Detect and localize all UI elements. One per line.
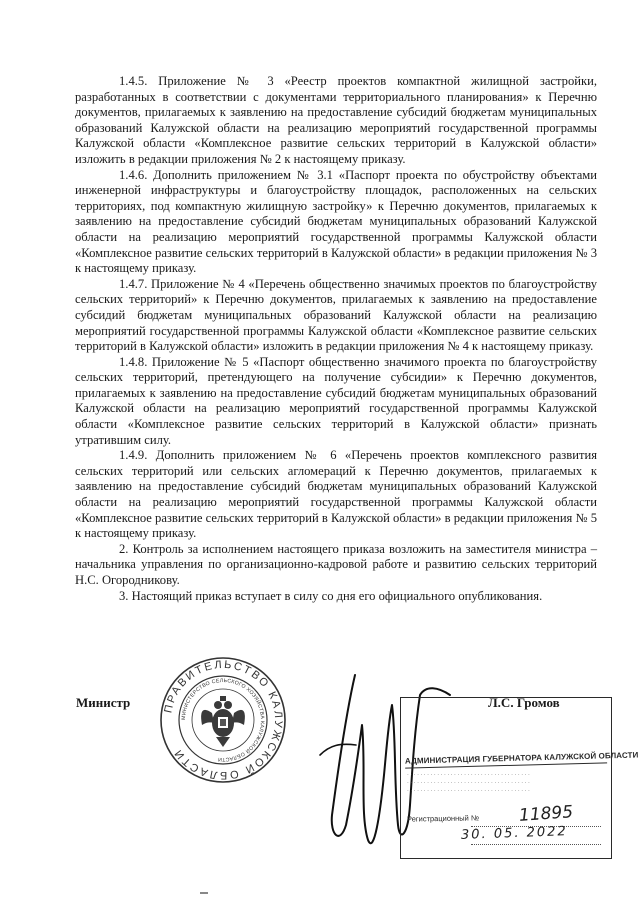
stamp-header: АДМИНИСТРАЦИЯ ГУБЕРНАТОРА КАЛУЖСКОЙ ОБЛАСТИ (405, 751, 607, 768)
paragraph-1-4-5: 1.4.5. Приложение № 3 «Реестр проектов компактной жилищной застройки, разработанных в соответствии с документами территориального планирования» к Перечню документов, прилагаемых к заявлению на предоставление субсидий бюджетам муниципальных образований Калужской области на реализацию мероприятий государственной программы Калужской области «Комплексное развитие сельских территорий в Калужской области» изложить в редакции приложения № 2 к настоящему приказу. (75, 74, 597, 166)
paragraph-1-4-8: 1.4.8. Приложение № 5 «Паспорт общественно значимого проекта по благоустройству сельских территорий, претендующего на получение субсидии» к Перечню документов, прилагаемых к заявлению на предоставление субсидий бюджетам муниципальных образований Калужской области на реализацию мероприятий государственной программы Калужской области «Комплексное развитие сельских территорий в Калужской области» признать утратившим силу. (75, 354, 597, 447)
stamp-rule (471, 844, 601, 845)
signatory-title: Министр (76, 695, 131, 710)
official-seal-icon (158, 655, 288, 785)
scan-mark (200, 892, 208, 894)
paragraph-3: 3. Настоящий приказ вступает в силу со дня его официального опубликования. (119, 588, 543, 603)
seal-inner-text: МИНИСТЕРСТВО СЕЛЬСКОГО ХОЗЯЙСТВА КАЛУЖСКОЙ ОБЛАСТИ (180, 677, 266, 763)
stamp-registration-label: Регистрационный № (406, 813, 480, 824)
paragraph-1-4-7: 1.4.7. Приложение № 4 «Перечень общественно значимых проектов по благоустройству сельских территорий» к Перечню документов, прилагаемых к заявлению на предоставление субсидий бюджетам муниципальных образований Калужской области на реализацию мероприятий государственной программы Калужской области «Комплексное развитие сельских территорий в Калужской области» изложить в редакции приложения № 4 к настоящему приказу. (75, 276, 597, 354)
seal-outer-text: ПРАВИТЕЛЬСТВО КАЛУЖСКОЙ ОБЛАСТИ (162, 658, 285, 782)
paragraph-1-4-9: 1.4.9. Дополнить приложением № 6 «Перечень проектов комплексного развития сельских территорий или сельских агломераций к Перечню документов, прилагаемых к заявлению на предоставление субсидий бюджетам муниципальных образований Калужской области на реализацию мероприятий государственной программы Калужской области «Комплексное развитие сельских территорий в Калужской области» в редакции приложения № 5 к настоящему приказу. (75, 448, 597, 541)
registration-stamp (400, 697, 639, 859)
document-body (75, 74, 597, 604)
stamp-date: 30. 05. 2022 (460, 824, 568, 843)
stamp-faint-line: · · · · · · · · · · · · · · · · · · · · · · · · · · · · · · · · · · · · · (407, 788, 530, 794)
stamp-registration-number: 11895 (518, 802, 574, 826)
paragraph-2: 2. Контроль за исполнением настоящего приказа возложить на заместителя министра – начальника управления по организационно-кадровой работе и развитию сельских территорий Н.С. Огородникову. (75, 541, 597, 587)
stamp-faint-line: · · · · · · · · · · · · · · · · · · · · · · · · · · · · · · · · · · · · · (407, 780, 530, 786)
stamp-faint-line: · · · · · · · · · · · · · · · · · · · · · · · · · · · · · · · · · · · · · (407, 772, 530, 778)
paragraph-1-4-6: 1.4.6. Дополнить приложением № 3.1 «Паспорт проекта по обустройству объектами инженерной инфраструктуры и благоустройству площадок, расположенных на сельских территориях, под компактную жилищную застройку» к Перечню документов, прилагаемых к заявлению на предоставление субсидий бюджетам муниципальных образований Калужской области на реализацию мероприятий государственной программы Калужской области «Комплексное развитие сельских территорий в Калужской области» в редакции приложения № 3 к настоящему приказу. (75, 167, 597, 276)
signatory-name: Л.С. Громов (488, 695, 560, 710)
